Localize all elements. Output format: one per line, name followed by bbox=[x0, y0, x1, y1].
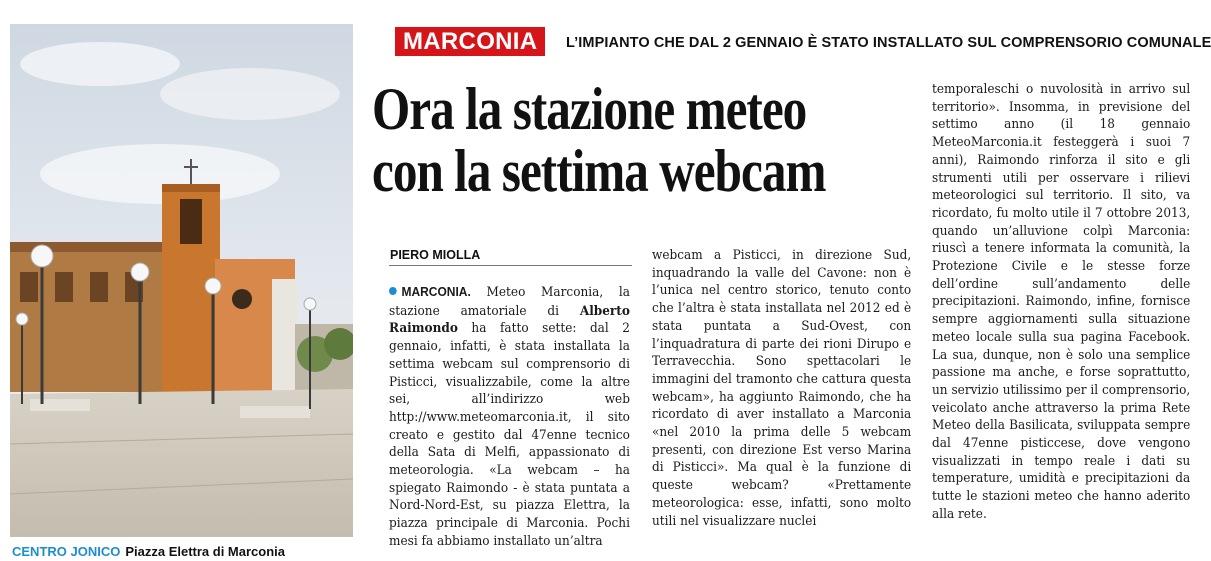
headline-line-2: con la settima webcam bbox=[372, 138, 826, 204]
person-name: Alberto Raimondo bbox=[389, 302, 630, 336]
dateline: MARCONIA. bbox=[401, 285, 471, 299]
col1-text-b: ha fatto sette: dal 2 gennaio, infatti, è stata installata la settima webcam sul comprensorio di Pisticci, visualizzabile, come la altre sei, all’indirizzo web http://www.meteomarconia.it, il sito creato e gestito dal 47enne tecnico della Sata di Melfi, appassionato di meteorologia. «La webcam – ha spiegato Raimondo - è stata puntata a Nord-Nord-Est, su piazza Elettra, la piazza principale di Marconia. Pochi mesi fa abbiamo installato un’altra bbox=[389, 320, 630, 548]
caption-text: Piazza Elettra di Marconia bbox=[125, 544, 286, 559]
article-photo bbox=[10, 24, 353, 537]
col1-text-a: Meteo Marconia, la stazione amatoriale di bbox=[389, 284, 630, 318]
headline bbox=[372, 76, 826, 204]
article-column-2: webcam a Pisticci, in direzione Sud, inquadrando la valle del Cavone: non è l’unica nel centro storico, tenuto conto che l’altra è stata installata nel 2012 ed è stata puntata a Sud-Ovest, con l’inquadratura di parte dei rioni Dirupo e Terravecchia. Sono spettacolari le immagini del tramonto che cattura questa webcam», ha aggiunto Raimondo, che ha ricordato di aver installato a Marconia «nel 2010 la prima delle 5 webcam presenti, con direzione Est verso Marina di Pisticci». Ma qual è la funzione di queste webcam? «Prettamente meteorologica: esse, infatti, sono molto utili nel visualizzare nuclei bbox=[652, 247, 912, 528]
caption-kicker: CENTRO JONICO bbox=[12, 544, 121, 559]
headline-line-1: Ora la stazione meteo bbox=[372, 76, 807, 142]
byline-rule bbox=[389, 265, 632, 266]
article-column-1 bbox=[389, 283, 630, 550]
section-tag: MARCONIA bbox=[395, 27, 545, 56]
photo-caption bbox=[12, 544, 285, 559]
article-column-3: temporaleschi o nuvolosità in arrivo sul territorio». Insomma, in previsione del settimo anno (il 18 gennaio MeteoMarconia.it festeggerà i suoi 7 anni), Raimondo rinforza il sito e gli strumenti utili per osservare i rilievi meteorologici sul territorio. Il sito, va ricordato, fu molto utile il 7 ottobre 2013, quando un’alluvione colpì Marconia: riuscì a tenere informata la comunità, la Protezione Civile e le stesse forze dell’ordine sull’andamento delle precipitazioni. Raimondo, infine, fornisce sempre aggiornamenti sulla situazione meteo locale sulla sua pagina Facebook. La sua, dunque, non è solo una semplice passione ma anche, e forse soprattutto, un servizio utilissimo per il comprensorio, veicolato anche attraverso la prima Rete Meteo della Basilicata, sviluppata sempre dal 47enne pisticcese, dove vengono visualizzati in tempo reale i dati su temperature, umidità e precipitazioni da tutte le stazioni meteo che hanno aderito alla rete. bbox=[932, 81, 1191, 521]
subheadline: L’IMPIANTO CHE DAL 2 GENNAIO È STATO INSTALLATO SUL COMPRENSORIO COMUNALE bbox=[566, 35, 1211, 51]
byline: PIERO MIOLLA bbox=[390, 248, 481, 262]
bullet-icon bbox=[389, 287, 397, 295]
